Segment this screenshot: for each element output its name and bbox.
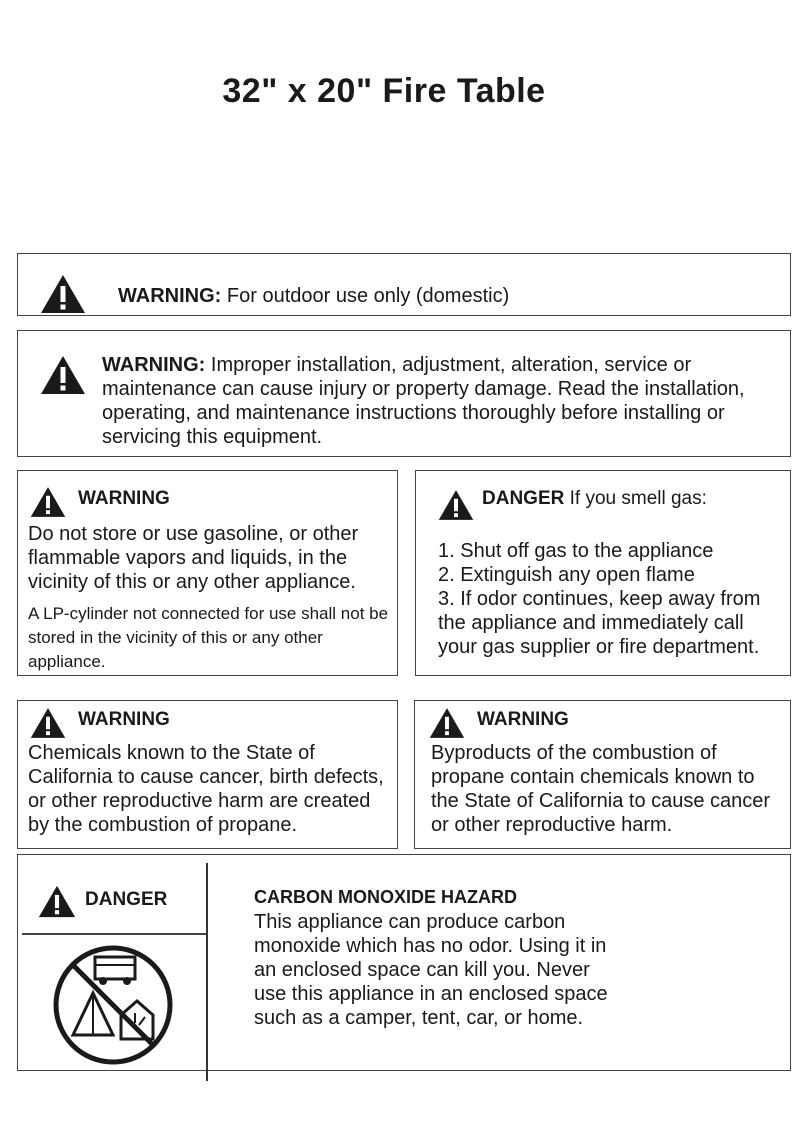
warning-installation-text (102, 353, 772, 449)
danger-smell-gas-label: DANGER (482, 488, 565, 509)
list-item: 1. Shut off gas to the appliance (438, 540, 714, 562)
danger-smell-gas-box (415, 470, 791, 676)
list-item: 3. If odor continues, keep away from the appliance and immediately call your gas supplier or fire department. (438, 588, 761, 658)
no-enclosed-space-icon (51, 943, 175, 1067)
warning-byproducts-box (414, 700, 791, 849)
danger-smell-gas-steps (438, 539, 788, 659)
warning-gasoline-note: A LP-cylinder not connected for use shall not be stored in the vicinity of this or any other appliance. (28, 604, 389, 671)
danger-smell-gas-title: If you smell gas: (564, 488, 707, 509)
warning-outdoor-label: WARNING: (118, 285, 222, 307)
warning-triangle-icon (30, 486, 66, 518)
warning-gasoline-label: WARNING (78, 488, 170, 509)
carbon-monoxide-text: This appliance can produce carbon monoxide which has no odor. Using it in an enclosed space can kill you. Never use this appliance in an enclosed space such as a camper, tent, car, or home. (254, 911, 608, 1029)
warning-byproducts-label: WARNING (477, 709, 569, 730)
warning-triangle-icon (438, 489, 474, 521)
list-item: 2. Extinguish any open flame (438, 564, 695, 586)
warning-outdoor-body: For outdoor use only (domestic) (221, 285, 510, 307)
danger-carbon-monoxide-box (17, 854, 791, 1071)
page-title: 32" x 20" Fire Table (222, 72, 546, 110)
warning-installation-box (17, 330, 791, 457)
warning-triangle-icon (40, 355, 86, 395)
warning-chemicals-label: WARNING (78, 709, 170, 730)
warning-outdoor-text (118, 284, 509, 308)
warning-gasoline-box (17, 470, 398, 676)
warning-chemicals-box (17, 700, 398, 849)
carbon-monoxide-heading: CARBON MONOXIDE HAZARD (254, 887, 517, 907)
warning-installation-label: WARNING: (102, 354, 206, 376)
warning-triangle-icon (40, 274, 86, 314)
divider (206, 863, 208, 1081)
warning-gasoline-text: Do not store or use gasoline, or other flammable vapors and liquids, in the vicinity of this or any other appliance. (28, 523, 359, 593)
warning-triangle-icon (30, 707, 66, 739)
warning-byproducts-text: Byproducts of the combustion of propane contain chemicals known to the State of California to cause cancer or other reproductive harm. (431, 742, 771, 836)
divider (22, 933, 206, 935)
warning-triangle-icon (429, 707, 465, 739)
danger-carbon-monoxide-label: DANGER (85, 889, 168, 910)
warning-chemicals-text: Chemicals known to the State of California to cause cancer, birth defects, or other reproductive harm are created by the combustion of propane. (28, 742, 384, 836)
danger-smell-gas-header (482, 488, 707, 510)
warning-outdoor-box (17, 253, 791, 316)
warning-installation-body: Improper installation, adjustment, alteration, service or maintenance can cause injury or property damage. Read the installation, operating, and maintenance instructions thoroughly before installing or servicing this equipment. (102, 354, 745, 448)
warning-triangle-icon (38, 885, 76, 918)
